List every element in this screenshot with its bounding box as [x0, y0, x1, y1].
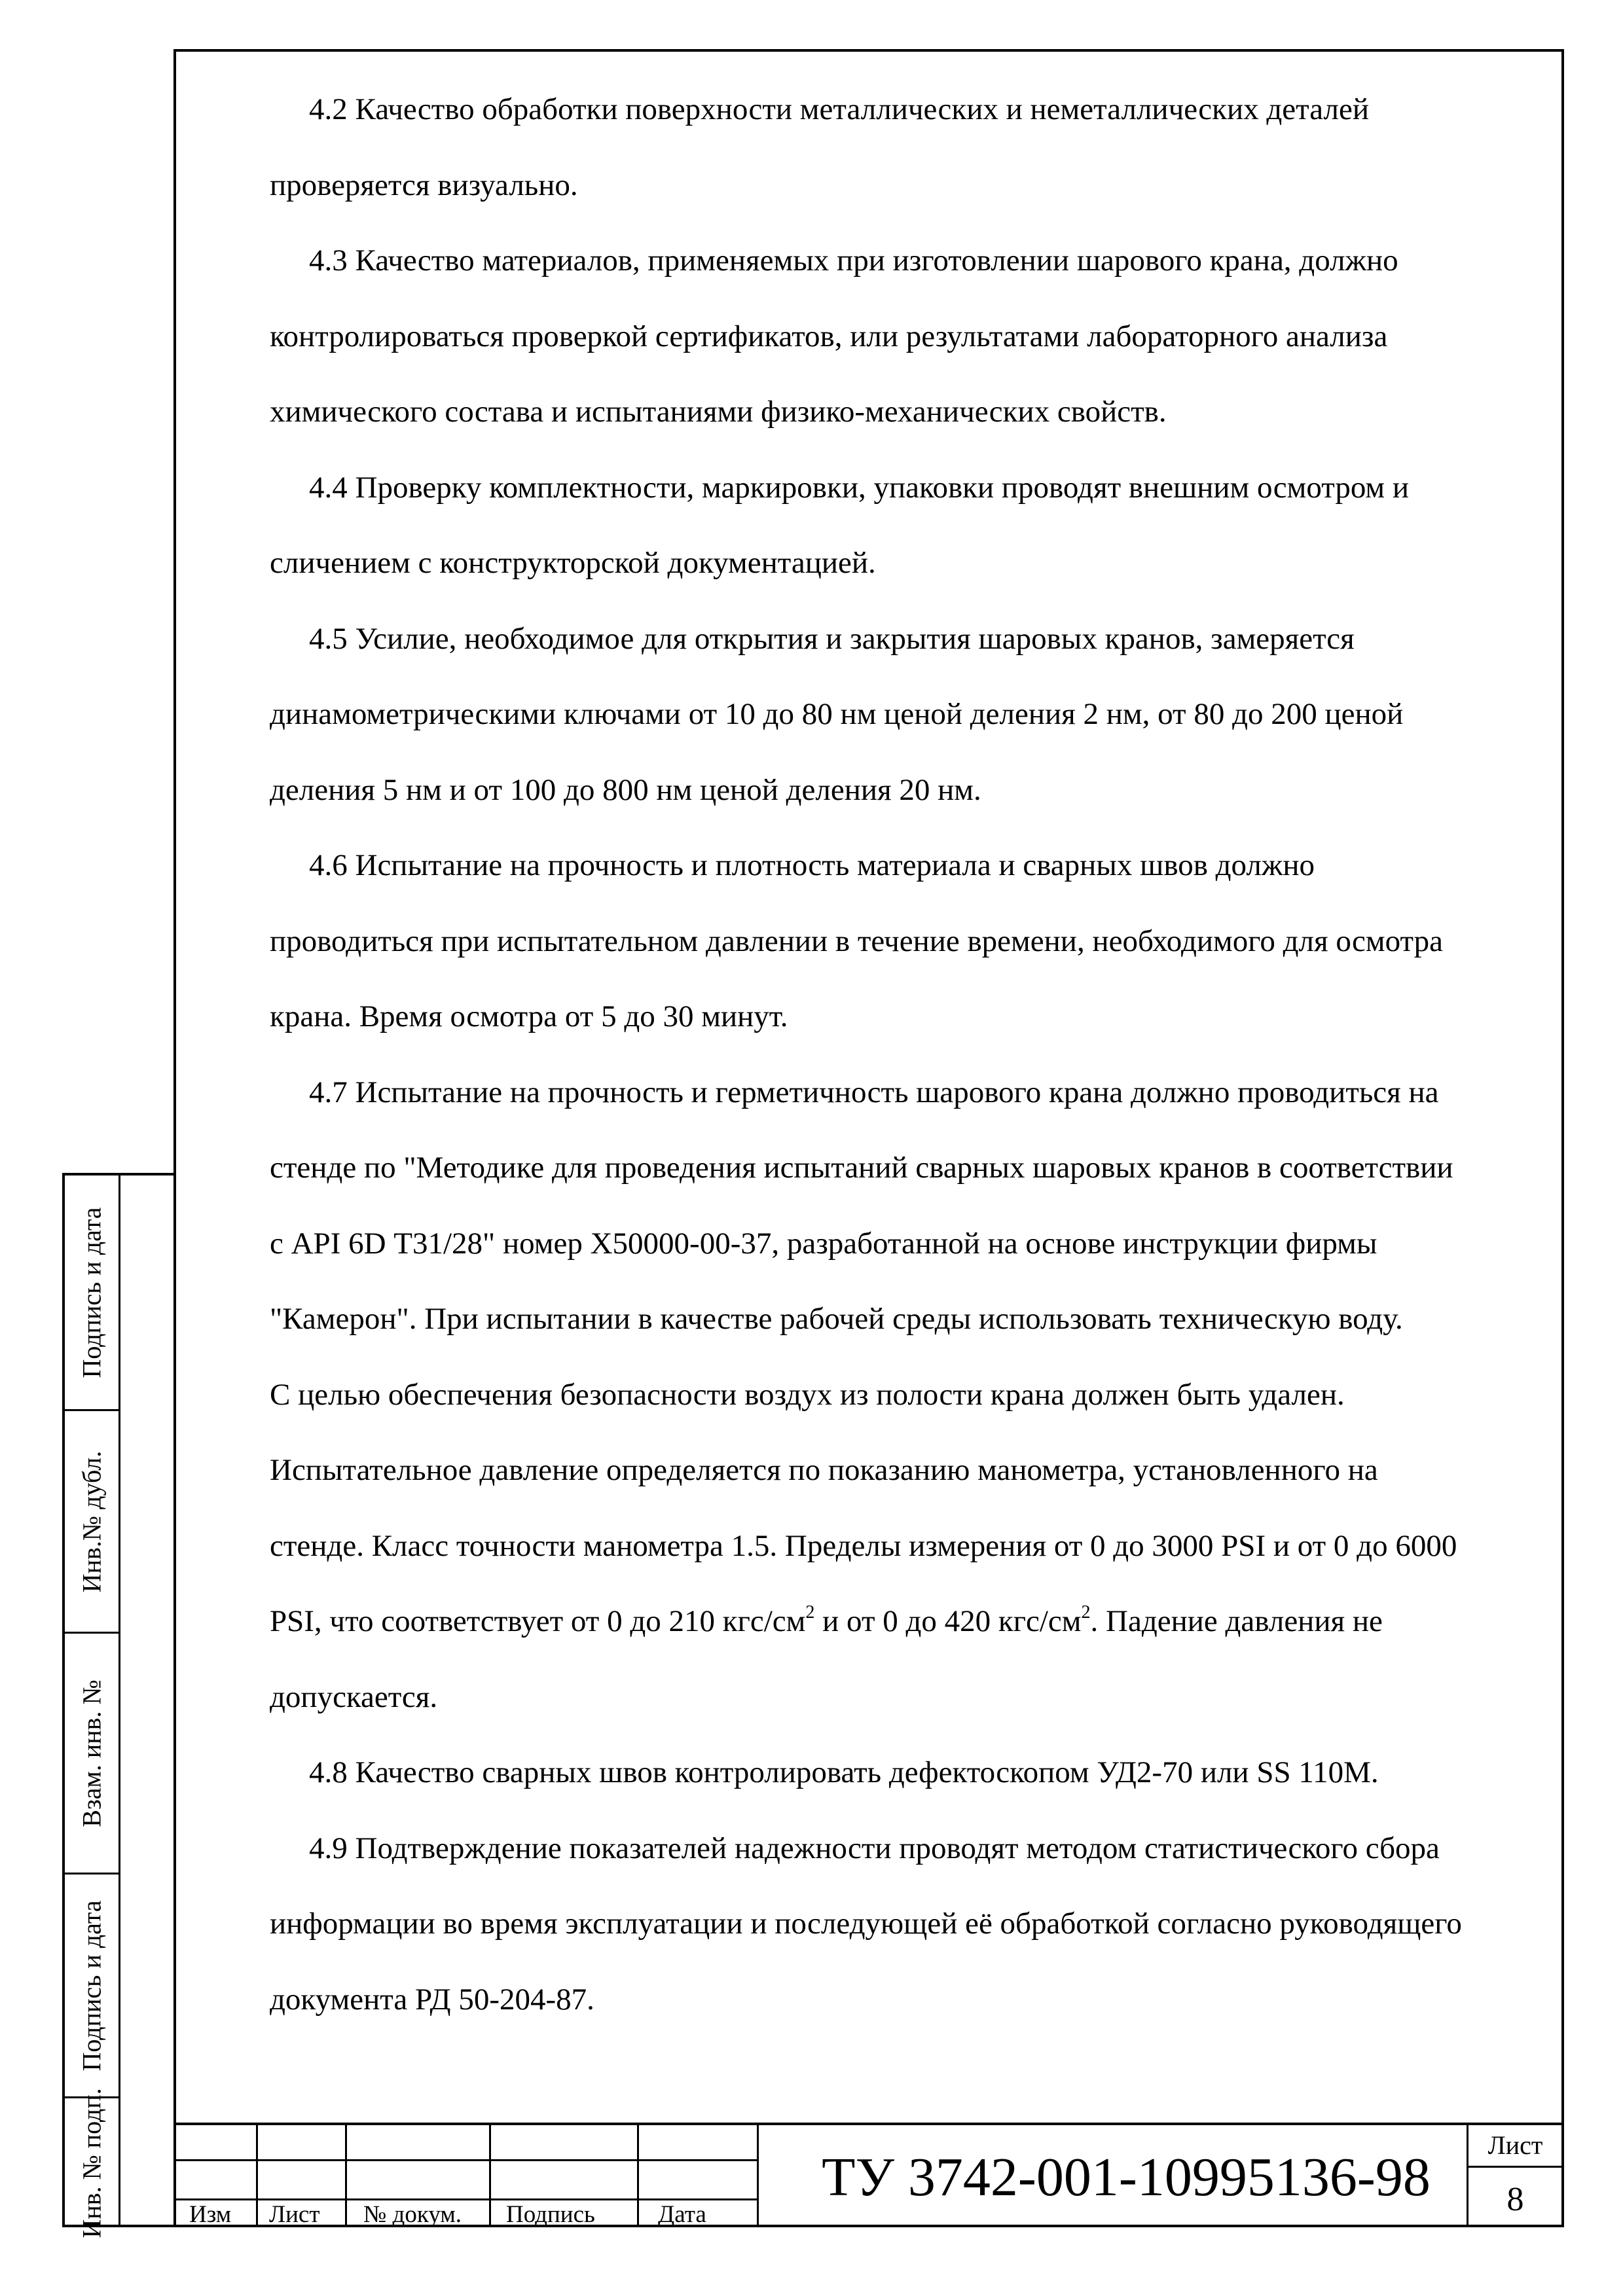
paragraph-4-2-line-1: 4.2 Качество обработки поверхности металлических и неметаллических деталей [309, 92, 1369, 126]
sheet-number: 8 [1506, 2181, 1524, 2218]
side-label-replace-inv: Взам. инв. № [77, 1679, 107, 1827]
side-label-dup-inv: Инв.№ дубл. [77, 1450, 107, 1592]
side-cell-replace-inv [65, 1634, 119, 1874]
paragraph-4-7-line-2: стенде по "Методике для проведения испытаний сварных шаровых кранов в соответствии [270, 1151, 1453, 1185]
paragraph-4-7-line-8 [270, 1584, 1566, 1660]
tb-divider-3 [489, 2125, 491, 2227]
paragraph-4-6-line-3: крана. Время осмотра от 5 до 30 минут. [270, 999, 788, 1033]
tb-sheet-line [1467, 2166, 1564, 2168]
side-strip-divider [119, 1175, 120, 2225]
paragraph-4-7-line-7: стенде. Класс точности манометра 1.5. Пределы измерения от 0 до 3000 PSI и от 0 до 6000 [270, 1528, 1457, 1563]
paragraph-4-3-line-1: 4.3 Качество материалов, применяемых при изготовлении шарового крана, должно [309, 243, 1398, 278]
col-header-change: Изм [189, 2201, 232, 2228]
paragraph-4-6-line-2: проводиться при испытательном давлении в течение времени, необходимого для осмотра [270, 924, 1443, 958]
tb-divider-4 [637, 2125, 639, 2227]
paragraph-4-7-line-5: С целью обеспечения безопасности воздух из полости крана должен быть удален. [270, 1377, 1345, 1412]
paragraph-4-9-line-1: 4.9 Подтверждение показателей надежности проводят методом статистического сбора [309, 1831, 1440, 1865]
paragraph-4-3-line-2: контролироваться проверкой сертификатов, или результатами лабораторного анализа [270, 319, 1388, 353]
pressure-text-b: и от 0 до 420 кгс/см [814, 1604, 1082, 1638]
document-code: ТУ 3742-001-10995136-98 [822, 2147, 1431, 2208]
paragraph-4-7-line-6: Испытательное давление определяется по показанию манометра, установленного на [270, 1453, 1378, 1487]
tb-divider-1 [256, 2125, 258, 2227]
paragraph-4-9-line-2: информации во время эксплуатации и последующей её обработкой согласно руководящего [270, 1907, 1462, 1941]
paragraph-4-2-line-2: проверяется визуально. [270, 168, 578, 202]
side-label-signature-date-1: Подпись и дата [77, 1206, 107, 1378]
side-stamp-strip [62, 1173, 176, 2238]
paragraph-4-7-line-9: допускается. [270, 1679, 438, 1714]
paragraph-4-4-line-2: сличением с конструкторской документацией. [270, 546, 876, 580]
tb-divider-5 [757, 2125, 759, 2227]
paragraph-4-9-line-3: документа РД 50-204-87. [270, 1982, 594, 2017]
paragraph-4-7-line-4: "Камерон". При испытании в качестве рабочей среды использовать техническую воду. [270, 1302, 1403, 1336]
superscript-1: 2 [805, 1602, 815, 1623]
sheet-label: Лист [1487, 2130, 1543, 2160]
paragraph-4-4-line-1: 4.4 Проверку комплектности, маркировки, упаковки проводят внешним осмотром и [309, 470, 1410, 505]
title-block [173, 2123, 1564, 2227]
col-header-date: Дата [658, 2201, 706, 2228]
col-header-signature: Подпись [506, 2201, 595, 2228]
side-cell-signature-date-1 [65, 1175, 119, 1411]
paragraph-4-7-line-3: с API 6D Т31/28" номер Х50000-00-37, разработанной на основе инструкции фирмы [270, 1226, 1377, 1261]
paragraph-4-8-line-1: 4.8 Качество сварных швов контролировать дефектоскопом УД2-70 или SS 110М. [309, 1755, 1379, 1789]
paragraph-4-3-line-3: химического состава и испытаниями физико-механических свойств. [270, 395, 1167, 429]
paragraph-4-5-line-2: динамометрическими ключами от 10 до 80 нм ценой деления 2 нм, от 80 до 200 ценой [270, 697, 1404, 731]
tb-row-line-1 [173, 2159, 757, 2161]
pressure-text-c: . Падение давления не [1090, 1604, 1383, 1638]
paragraph-4-7-line-1: 4.7 Испытание на прочность и герметичность шарового крана должно проводиться на [309, 1075, 1439, 1109]
superscript-2: 2 [1081, 1602, 1091, 1623]
side-label-signature-date-2: Подпись и дата [77, 1899, 107, 2072]
tb-divider-2 [345, 2125, 347, 2227]
side-label-original-inv: Инв. № подп. [77, 2087, 107, 2238]
col-header-sheet: Лист [269, 2201, 320, 2228]
side-cell-signature-date-2 [65, 1874, 119, 2098]
side-cell-original-inv [65, 2087, 119, 2238]
side-cell-dup-inv [65, 1411, 119, 1634]
pressure-text-a: PSI, что соответствует от 0 до 210 кгс/см [270, 1604, 806, 1638]
paragraph-4-6-line-1: 4.6 Испытание на прочность и плотность материала и сварных швов должно [309, 848, 1315, 882]
paragraph-4-5-line-3: деления 5 нм и от 100 до 800 нм ценой деления 20 нм. [270, 772, 981, 807]
paragraph-4-5-line-1: 4.5 Усилие, необходимое для открытия и закрытия шаровых кранов, замеряется [309, 621, 1355, 656]
document-body [270, 72, 1566, 2037]
col-header-doc-number: № докум. [363, 2201, 462, 2228]
